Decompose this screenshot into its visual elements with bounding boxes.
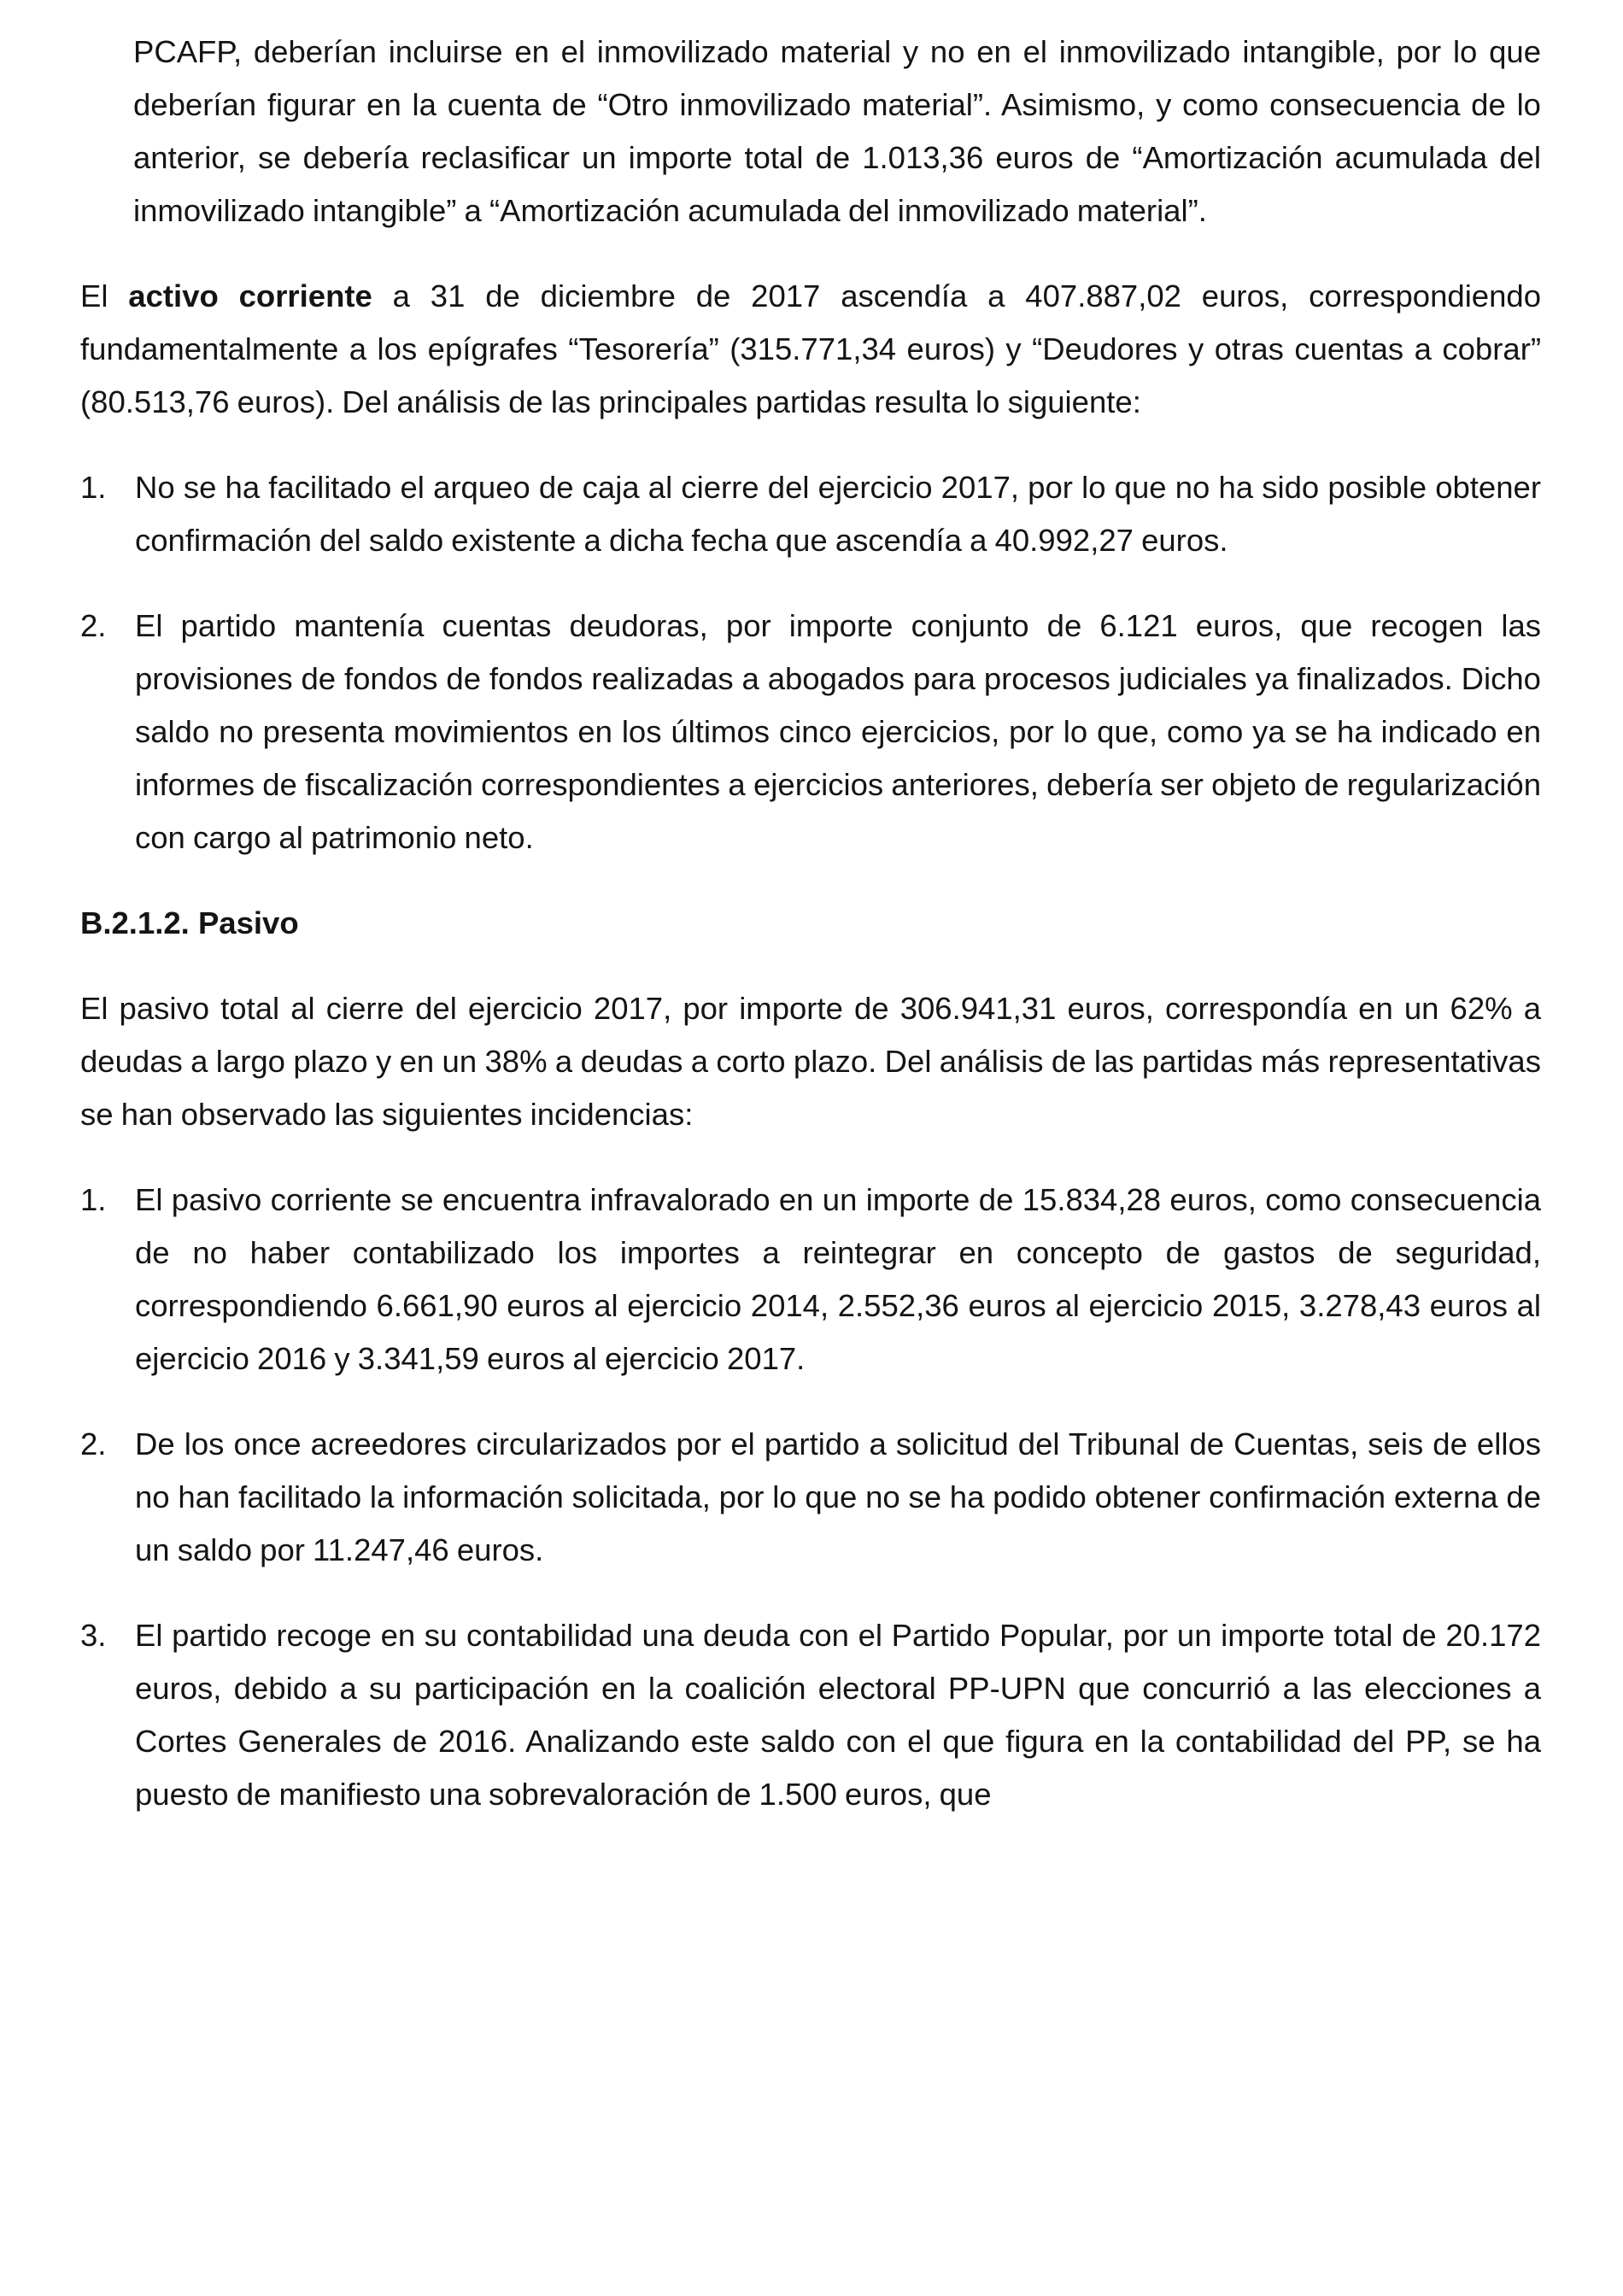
- list-item-number: 1.: [80, 1182, 107, 1217]
- list-item-text: El pasivo corriente se encuentra infravalorado en un importe de 15.834,28 euros, como consecuencia de no haber contabilizado los importes a reintegrar en concepto de gastos de seguridad, correspondiendo 6.661,90 euros al ejercicio 2014, 2.552,36 euros al ejercicio 2015, 3.278,43 euros al ejercicio 2016 y 3.341,59 euros al ejercicio 2017.: [135, 1182, 1541, 1376]
- activo-corriente-paragraph: [80, 270, 1541, 429]
- list-item-number: 2.: [80, 608, 107, 643]
- list-item-text: De los once acreedores circularizados por el partido a solicitud del Tribunal de Cuentas, seis de ellos no han facilitado la información solicitada, por lo que no se ha podido obtener confirmación externa de un saldo por 11.247,46 euros.: [135, 1426, 1541, 1567]
- pasivo-intro-paragraph: El pasivo total al cierre del ejercicio 2017, por importe de 306.941,31 euros, correspondía en un 62% a deudas a largo plazo y en un 38% a deudas a corto plazo. Del análisis de las partidas más representativas se han observado las siguientes incidencias:: [80, 991, 1541, 1132]
- list-item: [80, 1418, 1541, 1577]
- activo-corriente-rest: a 31 de diciembre de 2017 ascendía a 407.887,02 euros, correspondiendo fundamentalmente a los epígrafes “Tesorería” (315.771,34 euros) y “Deudores y otras cuentas a cobrar” (80.513,76 euros). Del análisis de las principales partidas resulta lo siguiente:: [80, 278, 1542, 419]
- list-item-text: El partido recoge en su contabilidad una deuda con el Partido Popular, por un importe total de 20.172 euros, debido a su participación en la coalición electoral PP-UPN que concurrió a las elecciones a Cortes Generales de 2016. Analizando este saldo con el que figura en la contabilidad del PP, se ha puesto de manifiesto una sobrevaloración de 1.500 euros, que: [135, 1618, 1541, 1812]
- document-page: [80, 26, 1541, 1821]
- list-item: [80, 1174, 1541, 1385]
- list-item-text: El partido mantenía cuentas deudoras, por importe conjunto de 6.121 euros, que recogen las provisiones de fondos de fondos realizadas a abogados para procesos judiciales ya finalizados. Dicho saldo no presenta movimientos en los últimos cinco ejercicios, por lo que, como ya se ha indicado en informes de fiscalización correspondientes a ejercicios anteriores, debería ser objeto de regularización con cargo al patrimonio neto.: [135, 608, 1541, 855]
- list-item: [80, 461, 1541, 567]
- section-heading-pasivo: B.2.1.2. Pasivo: [80, 905, 299, 940]
- list-item-text: No se ha facilitado el arqueo de caja al cierre del ejercicio 2017, por lo que no ha sido posible obtener confirmación del saldo existente a dicha fecha que ascendía a 40.992,27 euros.: [135, 470, 1541, 558]
- list-item-number: 3.: [80, 1618, 107, 1653]
- activo-corriente-bold-term: activo corriente: [128, 278, 372, 313]
- list-item: [80, 1609, 1541, 1821]
- list-item-number: 1.: [80, 470, 107, 505]
- list-item-number: 2.: [80, 1426, 107, 1461]
- continued-paragraph: PCAFP, deberían incluirse en el inmovilizado material y no en el inmovilizado intangible, por lo que deberían figurar en la cuenta de “Otro inmovilizado material”. Asimismo, y como consecuencia de lo anterior, se debería reclasificar un importe total de 1.013,36 euros de “Amortización acumulada del inmovilizado intangible” a “Amortización acumulada del inmovilizado material”.: [133, 34, 1541, 228]
- list-item: [80, 600, 1541, 864]
- activo-corriente-lead: El: [80, 278, 129, 313]
